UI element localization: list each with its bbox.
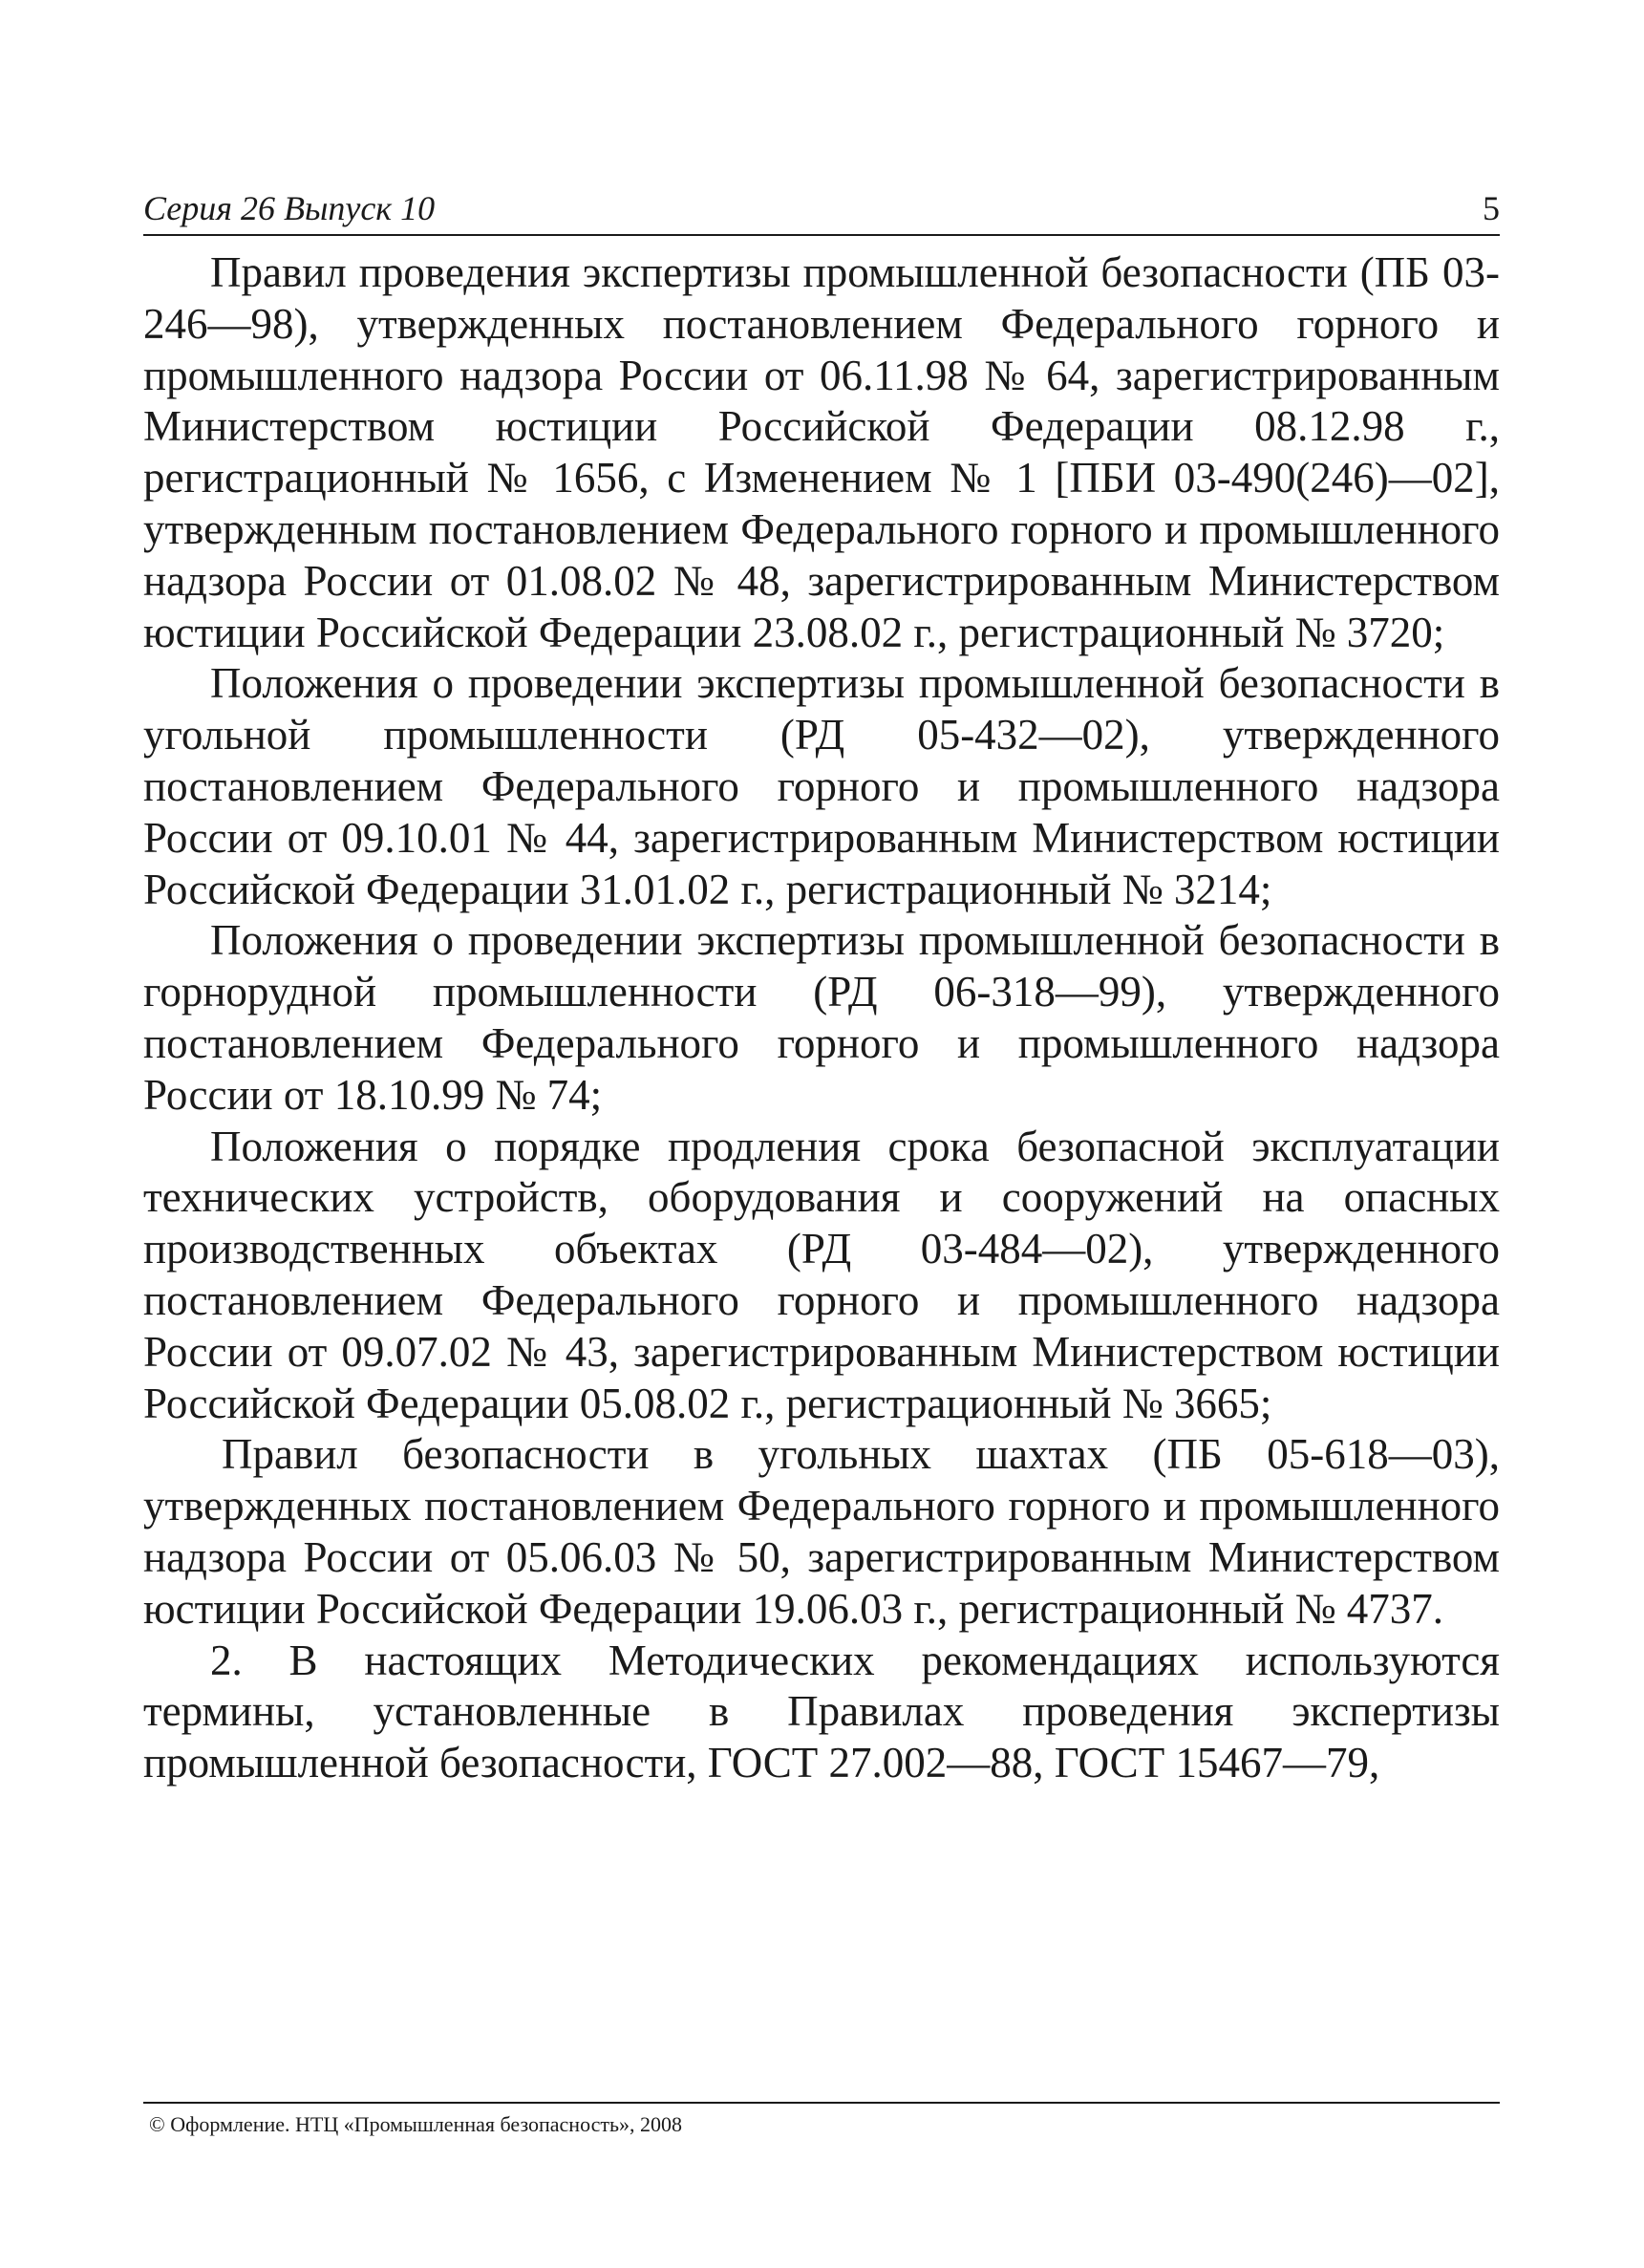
running-header xyxy=(143,186,1500,236)
body-text xyxy=(143,247,1500,1789)
paragraph: Положения о проведении экспертизы промышленной безопасности в горнорудной промышленности (РД 06-318—99), утвержденного постановлением Федерального горного и промышленного надзора России от 18.10.99 № 74; xyxy=(143,916,1500,1119)
paragraph: 2. В настоящих Методических рекомендациях используются термины, установленные в Правилах проведения экспертизы промышленной безопасности, ГОСТ 27.002—88, ГОСТ 15467—79, xyxy=(143,1636,1500,1787)
paragraph: Правил безопасности в угольных шахтах (ПБ 05-618—03), утвержденных постановлением Федерального горного и промышленного надзора России от 05.06.03 № 50, зарегистрированным Министерством юстиции Российской Федерации 19.06.03 г., регистрационный № 4737. xyxy=(143,1430,1500,1633)
paragraph: Положения о проведении экспертизы промышленной безопасности в угольной промышленности (РД 05-432—02), утвержденного постановлением Федерального горного и промышленного надзора России от 09.10.01 № 44, зарегистрированным Министерством юстиции Российской Федерации 31.01.02 г., регистрационный № 3214; xyxy=(143,659,1500,913)
paragraph: Положения о порядке продления срока безопасной эксплуатации технических устройств, оборудования и сооружений на опасных производственных объектах (РД 03-484—02), утвержденного постановлением Федерального горного и промышленного надзора России от 09.07.02 № 43, зарегистрированным Министерством юстиции Российской Федерации 05.08.02 г., регистрационный № 3665; xyxy=(143,1122,1500,1427)
series-title: Серия 26 Выпуск 10 xyxy=(143,189,436,227)
copyright-footer xyxy=(143,2102,1500,2138)
document-page xyxy=(143,186,1500,1789)
copyright-text: © Оформление. НТЦ «Промышленная безопасность», 2008 xyxy=(149,2112,683,2136)
page-number: 5 xyxy=(1483,189,1500,227)
paragraph: Правил проведения экспертизы промышленной безопасности (ПБ 03-246—98), утвержденных постановлением Федерального горного и промышленного надзора России от 06.11.98 № 64, зарегистрированным Министерством юстиции Российской Федерации 08.12.98 г., регистрационный № 1656, с Изменением № 1 [ПБИ 03-490(246)—02], утвержденным постановлением Федерального горного и промышленного надзора России от 01.08.02 № 48, зарегистрированным Министерством юстиции Российской Федерации 23.08.02 г., регистрационный № 3720; xyxy=(143,248,1500,656)
